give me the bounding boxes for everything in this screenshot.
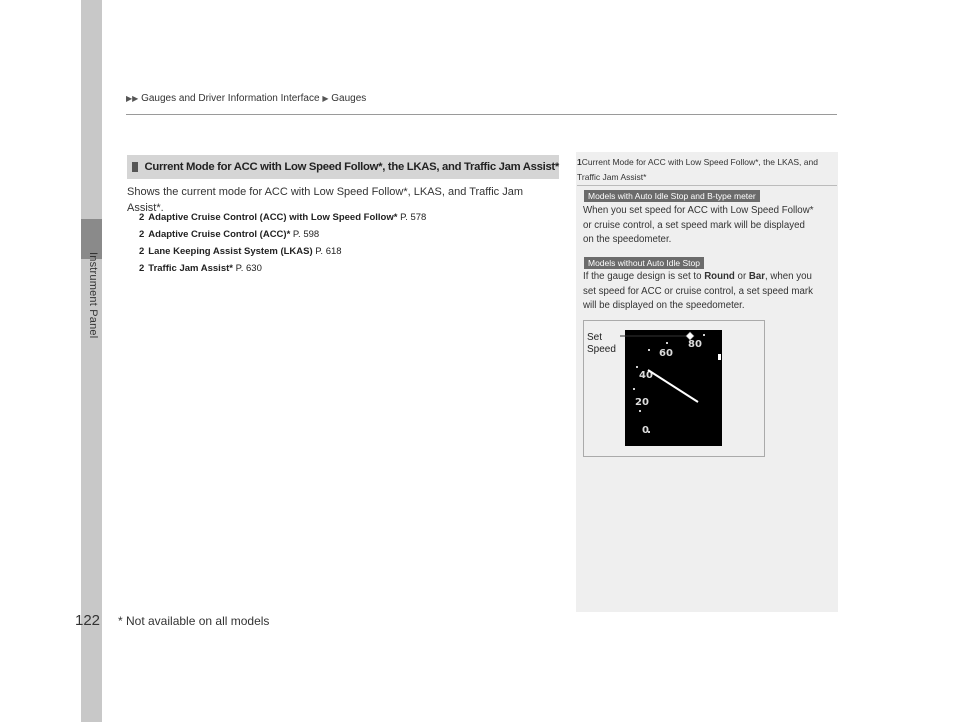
set-speed-label: Set Speed [587,332,616,355]
redline-mark [718,354,721,360]
gauge-tick-label: 20 [635,397,649,408]
gauge-tick-label: 60 [659,348,673,359]
breadcrumb [126,93,366,104]
speedometer-illustration [620,326,725,448]
xref-link[interactable]: 2 Adaptive Cruise Control (ACC) with Low Speed Follow* P. 578 [139,212,427,223]
gauge-tick-label: 40 [639,370,653,381]
note-title: 1Current Mode for ACC with Low Speed Follow*, the LKAS, and Traffic Jam Assist* [577,157,818,182]
breadcrumb-arrow-icon: ▶ [322,94,329,103]
breadcrumb-level1[interactable]: Gauges and Driver Information Interface [141,93,320,104]
xref-arrow-icon: 2 [139,212,145,223]
body-line-2: Assist*. [127,202,164,214]
xref-arrow-icon: 2 [139,229,145,240]
section-header [127,155,559,179]
xref-arrow-icon: 2 [139,263,145,274]
footnote: * Not available on all models [118,614,270,628]
xref-arrow-icon: 2 [139,246,145,257]
gauge-tick-label: 80 [688,339,702,350]
note-text-2: If the gauge design is set to Round or Bar, when you set speed for ACC or cruise control, a set speed mark will be displayed on the speedometer. [583,271,813,311]
speedometer-background [625,330,722,446]
model-badge: Models without Auto Idle Stop [584,257,704,269]
note-text-1: When you set speed for ACC with Low Speed Follow* or cruise control, a set speed mark will be displayed on the speedometer. [583,205,814,245]
note-rule [577,185,837,186]
gauge-tick-label: 0 [642,425,649,436]
body-line-1: Shows the current mode for ACC with Low Speed Follow*, LKAS, and Traffic Jam [127,186,523,198]
breadcrumb-arrow-icon: ▶▶ [126,94,139,103]
xref-link[interactable]: 2 Lane Keeping Assist System (LKAS) P. 618 [139,246,342,257]
page-number: 122 [75,612,101,629]
section-square-icon [132,162,138,172]
xref-link[interactable]: 2 Adaptive Cruise Control (ACC)* P. 598 [139,229,320,240]
header-rule [126,114,837,115]
breadcrumb-level2[interactable]: Gauges [331,93,367,104]
note-number: 1 [577,157,582,167]
model-badge: Models with Auto Idle Stop and B-type meter [584,190,760,202]
section-title: Current Mode for ACC with Low Speed Follow*, the LKAS, and Traffic Jam Assist* [144,161,559,173]
xref-link[interactable]: 2 Traffic Jam Assist* P. 630 [139,263,262,274]
